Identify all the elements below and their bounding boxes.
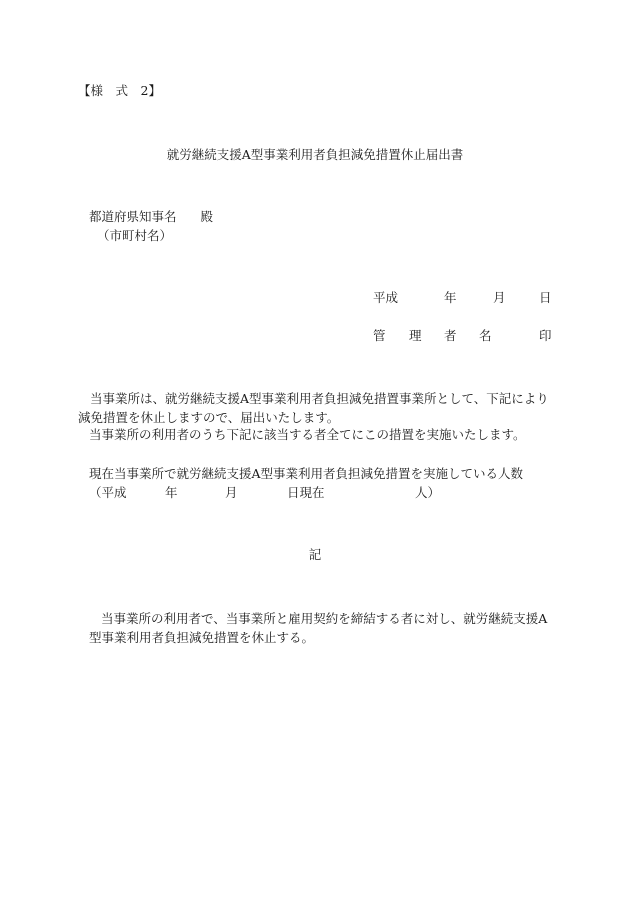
- addressee-honorific: 殿: [200, 209, 214, 224]
- manager-char-3: 者: [444, 328, 457, 343]
- manager-char-1: 管: [373, 328, 386, 343]
- count-month: 月: [225, 485, 238, 500]
- date-era: 平成: [373, 290, 399, 305]
- document-title: 就労継続支援A型事業利用者負担減免措置休止届出書: [166, 147, 464, 162]
- addressee-line: [89, 209, 213, 225]
- count-day-present: 日現在: [287, 485, 325, 500]
- count-open: （平成: [89, 485, 127, 500]
- form-label: 【様 式 2】: [78, 83, 161, 98]
- date-month: 月: [493, 290, 506, 305]
- manager-char-4: 名: [479, 328, 492, 343]
- addressee-name: 都道府県知事名: [89, 209, 177, 224]
- count-date-line: [89, 485, 449, 501]
- date-line: [373, 290, 553, 306]
- manager-char-2: 理: [409, 328, 422, 343]
- seal-mark: 印: [539, 328, 552, 343]
- ki-heading: 記: [308, 547, 322, 562]
- final-paragraph: 当事業所の利用者で、当事業所と雇用契約を締結する者に対し、就労継続支援A型事業利用者負担減免措置を休止する。: [89, 611, 548, 645]
- municipality-name: （市町村名）: [97, 228, 173, 243]
- body-paragraph-2: 当事業所の利用者のうち下記に該当する者全てにこの措置を実施いたします。: [89, 427, 526, 442]
- manager-name-line: [373, 328, 553, 344]
- count-persons: 人）: [415, 485, 441, 500]
- count-statement: 現在当事業所で就労継続支援A型事業利用者負担減免措置を実施している人数: [89, 466, 524, 481]
- count-year: 年: [165, 485, 178, 500]
- date-year: 年: [444, 290, 457, 305]
- body-paragraph-1: 当事業所は、就労継続支援A型事業利用者負担減免措置事業所として、下記により減免措置を休止しますので、届出いたします。: [78, 391, 549, 425]
- date-day: 日: [539, 290, 552, 305]
